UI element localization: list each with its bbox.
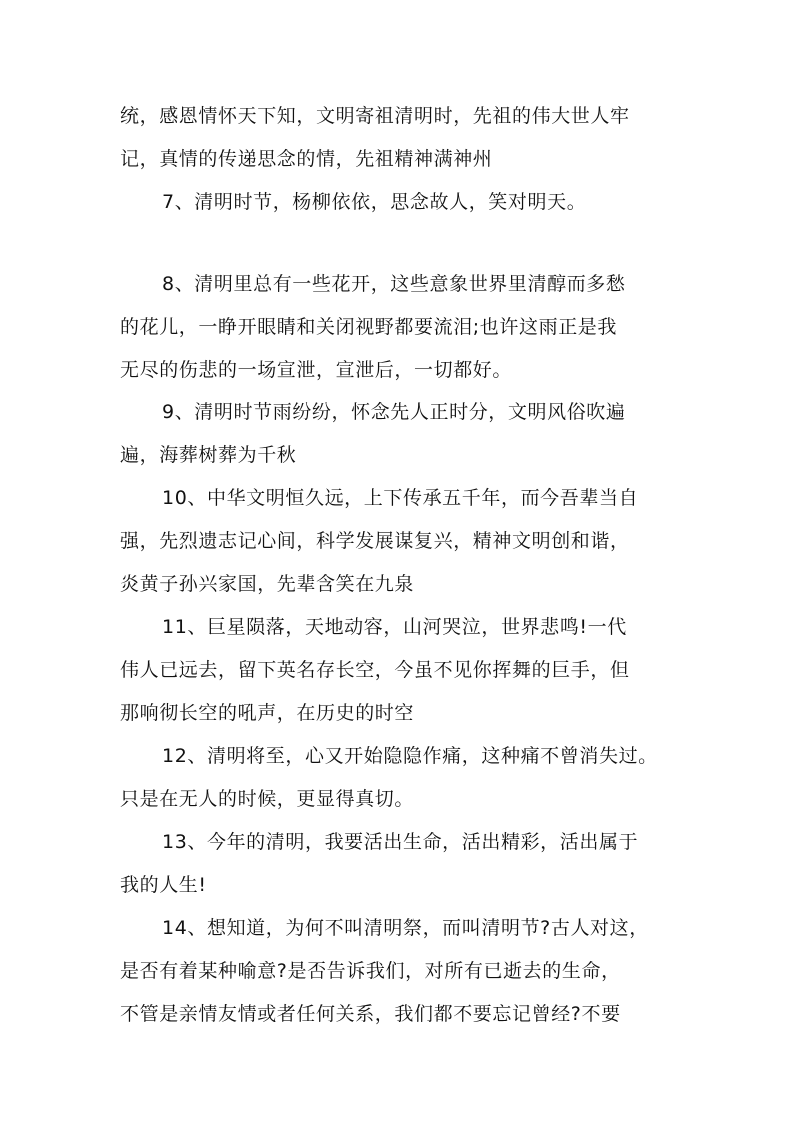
text-line: 伟人已远去，留下英名存长空，今虽不见你挥舞的巨手，但	[120, 659, 630, 681]
text-line: 无尽的伤悲的一场宣泄，宣泄后，一切都好。	[120, 359, 513, 381]
text-line: 遍，海葬树葬为千秋	[120, 444, 297, 466]
text-line: 强，先烈遗志记心间，科学发展谋复兴，精神文明创和谐，	[120, 530, 630, 552]
text-line: 12、清明将至，心又开始隐隐作痛，这种痛不曾消失过。	[162, 745, 658, 767]
text-line: 11、巨星陨落，天地动容，山河哭泣，世界悲鸣!一代	[162, 616, 627, 638]
text-line: 的花儿，一睁开眼睛和关闭视野都要流泪;也许这雨正是我	[120, 316, 618, 338]
text-line: 是否有着某种喻意?是否告诉我们，对所有已逝去的生命，	[120, 960, 621, 982]
text-line: 14、想知道，为何不叫清明祭，而叫清明节?古人对这，	[162, 917, 649, 939]
text-line: 9、清明时节雨纷纷，怀念先人正时分，文明风俗吹遍	[162, 401, 626, 423]
text-line: 记，真情的传递思念的情，先祖精神满神州	[120, 148, 493, 170]
text-line: 只是在无人的时候，更显得真切。	[120, 788, 415, 810]
text-line: 7、清明时节，杨柳依依，思念故人，笑对明天。	[162, 191, 587, 213]
text-line: 不管是亲情友情或者任何关系，我们都不要忘记曾经?不要	[120, 1003, 621, 1025]
text-line: 我的人生!	[120, 874, 207, 896]
text-line: 8、清明里总有一些花开，这些意象世界里清醇而多愁	[162, 273, 626, 295]
text-line: 炎黄子孙兴家国，先辈含笑在九泉	[120, 573, 415, 595]
text-line: 13、今年的清明，我要活出生命，活出精彩，活出属于	[162, 831, 639, 853]
text-line: 统，感恩情怀天下知，文明寄祖清明时，先祖的伟大世人牢	[120, 105, 630, 127]
text-line: 10、中华文明恒久远，上下传承五千年，而今吾辈当自	[162, 487, 639, 509]
text-line: 那响彻长空的吼声，在历史的时空	[120, 702, 415, 724]
